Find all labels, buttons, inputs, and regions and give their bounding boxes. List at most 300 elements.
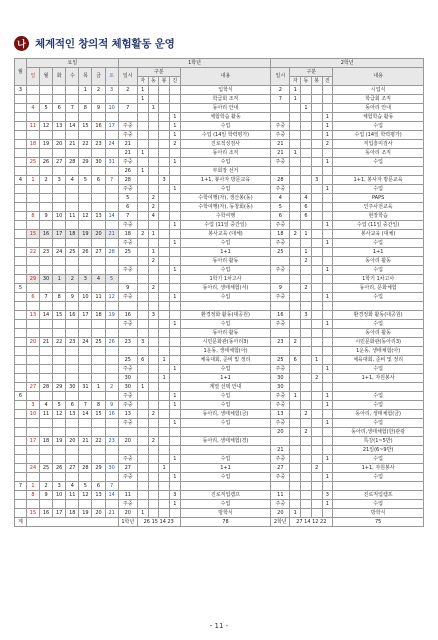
g1-category-cell [137, 419, 148, 428]
g1-category-cell: 3 [148, 311, 159, 320]
calendar-day: 12 [40, 122, 53, 131]
g1-category-cell [169, 275, 180, 284]
g2-category-cell: 2 [301, 410, 312, 419]
calendar-day [79, 257, 92, 266]
g1-category-cell [137, 428, 148, 437]
g2-category-cell [322, 383, 333, 392]
g2-date-cell: 25 [271, 356, 290, 365]
calendar-day: 31 [79, 383, 92, 392]
calendar-day [92, 392, 105, 401]
g2-subcategory: 봉 [311, 77, 322, 86]
month-cell [15, 248, 27, 257]
g1-content-cell: 동아리 안내 [180, 104, 271, 113]
calendar-day: 11 [66, 491, 79, 500]
calendar-day [40, 266, 53, 275]
calendar-day: 18 [26, 140, 39, 149]
month-cell: 4 [15, 176, 27, 185]
calendar-day [66, 500, 79, 509]
schedule-row [15, 140, 424, 149]
calendar-day: 22 [26, 248, 39, 257]
g2-category-cell [301, 167, 312, 176]
calendar-day [26, 86, 39, 95]
schedule-row [15, 410, 424, 419]
g1-date-cell: 25 [118, 248, 137, 257]
g1-content-cell: 수업 [180, 419, 271, 428]
g1-date-cell: 주중 [118, 455, 137, 464]
g1-category-cell [159, 320, 170, 329]
g2-content-cell: 1+1, 자원봉사 [333, 464, 424, 473]
g1-category-cell [137, 464, 148, 473]
g1-category-cell [159, 248, 170, 257]
month-cell [15, 113, 27, 122]
g1-category-cell: 1 [159, 356, 170, 365]
g1-category-cell [159, 131, 170, 140]
g2-category-cell: 1 [322, 131, 333, 140]
g1-content-cell: 1운동, 생태체험(아) [180, 347, 271, 356]
calendar-day [53, 167, 66, 176]
calendar-day [40, 473, 53, 482]
calendar-day [105, 455, 118, 464]
g2-category-cell [311, 437, 322, 446]
g1-category-cell [148, 158, 159, 167]
calendar-day [92, 95, 105, 104]
header-row-2 [15, 68, 424, 77]
g1-category-cell [137, 140, 148, 149]
g2-content-cell: 동아리, 생태체험(금) [333, 410, 424, 419]
calendar-day: 26 [40, 158, 53, 167]
g1-category-cell [148, 500, 159, 509]
g2-category-cell [290, 158, 301, 167]
g2-category-cell [301, 446, 312, 455]
g1-content-cell: 진로적성검사 [180, 140, 271, 149]
g1-content-cell: 동아리, 생태체험(금) [180, 410, 271, 419]
calendar-day [79, 95, 92, 104]
g2-date-cell [271, 302, 290, 311]
calendar-day [26, 455, 39, 464]
calendar-day [40, 167, 53, 176]
calendar-day [53, 329, 66, 338]
schedule-row [15, 122, 424, 131]
calendar-day [79, 320, 92, 329]
g1-category-cell [159, 275, 170, 284]
g1-content-cell [180, 302, 271, 311]
g2-category-cell [290, 113, 301, 122]
g2-category-cell [290, 176, 301, 185]
month-cell: 7 [15, 482, 27, 491]
g1-content-cell: 수업 [180, 293, 271, 302]
g1-category-cell: 2 [148, 410, 159, 419]
g1-content-cell: 시민문화관(동아리3) [180, 338, 271, 347]
g2-content-cell: 1+1 [333, 248, 424, 257]
g1-category-cell [169, 284, 180, 293]
calendar-day [66, 86, 79, 95]
g2-category-cell [311, 185, 322, 194]
calendar-day [66, 194, 79, 203]
g1-category-cell: 3 [159, 176, 170, 185]
calendar-day [66, 365, 79, 374]
g1-date-cell: 27 [118, 464, 137, 473]
g1-category-cell [148, 167, 159, 176]
schedule-row [15, 284, 424, 293]
g1-content-cell: 수업 [180, 392, 271, 401]
g1-category-cell [159, 383, 170, 392]
calendar-day: 6 [26, 293, 39, 302]
g1-content-cell [180, 428, 271, 437]
g1-category-cell [148, 374, 159, 383]
g2-category-cell [290, 311, 301, 320]
calendar-day [105, 194, 118, 203]
g2-category-cell [290, 194, 301, 203]
calendar-day [105, 203, 118, 212]
calendar-day [79, 419, 92, 428]
g2-date-cell: 주중 [271, 473, 290, 482]
month-cell [15, 410, 27, 419]
calendar-day [53, 455, 66, 464]
g1-category-cell [169, 437, 180, 446]
g2-category-cell [311, 320, 322, 329]
g1-content-cell: 부회장 선거 [180, 167, 271, 176]
g2-category-cell [301, 113, 312, 122]
g2-category-cell: 3 [301, 311, 312, 320]
g1-date-cell: 주중 [118, 131, 137, 140]
g1-category-cell [169, 347, 180, 356]
g1-category-cell [159, 122, 170, 131]
calendar-day: 6 [92, 482, 105, 491]
calendar-day: 1 [79, 86, 92, 95]
g2-date-cell [271, 167, 290, 176]
schedule-row [15, 338, 424, 347]
calendar-day [105, 131, 118, 140]
calendar-day: 1 [92, 383, 105, 392]
calendar-day [92, 329, 105, 338]
calendar-day [92, 419, 105, 428]
calendar-day [40, 86, 53, 95]
month-cell [15, 95, 27, 104]
g2-category-cell [311, 509, 322, 518]
g2-content-cell: 1+1, 봉사자 방문교육 [333, 176, 424, 185]
calendar-day [40, 149, 53, 158]
calendar-day [40, 320, 53, 329]
g1-category-cell [148, 356, 159, 365]
calendar-day [105, 320, 118, 329]
g1-date-cell: 주중 [118, 239, 137, 248]
calendar-day: 11 [26, 122, 39, 131]
g2-category-cell [301, 221, 312, 230]
g2-date-cell: 11 [271, 491, 290, 500]
g1-content-cell: 수업 [180, 365, 271, 374]
g1-category-cell [148, 140, 159, 149]
calendar-day [92, 257, 105, 266]
g2-date-cell [271, 347, 290, 356]
g2-date-cell: 27 [271, 464, 290, 473]
day-header: 월 [40, 68, 53, 86]
g1-category-header: 구분 [137, 68, 180, 77]
calendar-day: 13 [53, 122, 66, 131]
g1-category-cell [159, 104, 170, 113]
calendar-day [40, 365, 53, 374]
g1-date-cell: 21 [118, 149, 137, 158]
g1-date-cell: 주중 [118, 500, 137, 509]
calendar-day [92, 320, 105, 329]
calendar-day [92, 446, 105, 455]
g1-category-cell [169, 257, 180, 266]
g1-category-cell [137, 176, 148, 185]
schedule-row [15, 149, 424, 158]
calendar-day [53, 500, 66, 509]
g1-content-cell: 봉사교육 (대체) [180, 230, 271, 239]
calendar-day [40, 347, 53, 356]
g1-category-cell [137, 365, 148, 374]
g1-date-cell: 주중 [118, 473, 137, 482]
g2-category-cell [301, 347, 312, 356]
g2-category-cell [290, 473, 301, 482]
g1-category-cell [137, 392, 148, 401]
g1-category-cell [148, 383, 159, 392]
calendar-day: 5 [40, 104, 53, 113]
month-cell [15, 302, 27, 311]
calendar-day: 29 [53, 383, 66, 392]
g1-category-cell [169, 428, 180, 437]
calendar-day: 19 [40, 140, 53, 149]
g1-category-cell [159, 338, 170, 347]
g2-category-cell [301, 491, 312, 500]
g2-category-cell [311, 446, 322, 455]
calendar-day [40, 500, 53, 509]
g2-category-cell: 1 [322, 455, 333, 464]
g1-category-cell [137, 293, 148, 302]
g2-category-cell [301, 122, 312, 131]
g1-category-cell [159, 266, 170, 275]
g1-date-cell: 2 [118, 86, 137, 95]
g1-category-cell [159, 95, 170, 104]
g1-category-cell [169, 167, 180, 176]
calendar-day [66, 113, 79, 122]
g1-category-cell [169, 248, 180, 257]
calendar-day: 28 [105, 248, 118, 257]
month-cell [15, 509, 27, 518]
calendar-day: 28 [79, 464, 92, 473]
g2-category-cell [301, 149, 312, 158]
calendar-day: 4 [66, 176, 79, 185]
g1-category-cell [137, 257, 148, 266]
g1-category-cell [159, 185, 170, 194]
g2-date-cell [271, 104, 290, 113]
g2-content-cell: 수업 [333, 239, 424, 248]
calendar-day [92, 113, 105, 122]
g2-date-cell: 주중 [271, 131, 290, 140]
calendar-day [26, 392, 39, 401]
calendar-day: 10 [26, 410, 39, 419]
g1-category-cell [169, 104, 180, 113]
g1-category-cell: 1 [169, 122, 180, 131]
g2-category-cell [322, 464, 333, 473]
month-cell [15, 149, 27, 158]
calendar-day: 17 [26, 437, 39, 446]
calendar-day [92, 239, 105, 248]
g2-date-cell [271, 113, 290, 122]
g1-category-cell [137, 284, 148, 293]
g2-category-cell [301, 383, 312, 392]
g2-category-cell [301, 482, 312, 491]
g2-category-header: 구분 [290, 68, 333, 77]
calendar-day: 9 [66, 293, 79, 302]
calendar-day: 4 [92, 275, 105, 284]
calendar-day: 13 [66, 410, 79, 419]
g2-content-cell: 21일(6~9반) [333, 446, 424, 455]
calendar-day: 9 [40, 212, 53, 221]
calendar-day: 28 [66, 158, 79, 167]
grade2-header: 2학년 [271, 59, 424, 68]
g2-category-cell [301, 176, 312, 185]
calendar-day: 8 [79, 104, 92, 113]
calendar-day [40, 455, 53, 464]
schedule-row [15, 176, 424, 185]
calendar-day: 10 [53, 212, 66, 221]
g1-category-cell [159, 428, 170, 437]
g2-category-cell [322, 176, 333, 185]
schedule-row [15, 311, 424, 320]
g2-category-cell: 1 [290, 95, 301, 104]
g2-date-cell: 주중 [271, 365, 290, 374]
calendar-day: 7 [66, 104, 79, 113]
calendar-day: 5 [79, 482, 92, 491]
g1-subcategory: 진 [169, 77, 180, 86]
g1-content-cell: 수업 (14일 학력평가) [180, 131, 271, 140]
g1-category-cell: 1 [169, 455, 180, 464]
calendar-day: 19 [53, 437, 66, 446]
calendar-day [66, 446, 79, 455]
schedule-row [15, 320, 424, 329]
calendar-day [53, 473, 66, 482]
g1-category-cell [169, 464, 180, 473]
calendar-day: 30 [66, 383, 79, 392]
calendar-day: 23 [66, 338, 79, 347]
calendar-day: 19 [105, 311, 118, 320]
calendar-day [53, 221, 66, 230]
g2-date-cell: 30 [271, 383, 290, 392]
schedule-row [15, 113, 424, 122]
g1-category-cell [159, 113, 170, 122]
g2-category-cell [290, 464, 301, 473]
g2-category-cell [301, 320, 312, 329]
schedule-row [15, 464, 424, 473]
g1-subcategory: 자 [137, 77, 148, 86]
g1-date-cell: 30 [118, 374, 137, 383]
g1-content-cell: 진로직업캠프 [180, 491, 271, 500]
month-cell [15, 455, 27, 464]
g2-category-cell [322, 329, 333, 338]
g1-category-cell [148, 455, 159, 464]
calendar-day [40, 113, 53, 122]
g2-content-cell: 동아리,생태체험(한)관광 [333, 428, 424, 437]
calendar-day: 7 [79, 401, 92, 410]
calendar-day: 12 [105, 293, 118, 302]
calendar-day [26, 95, 39, 104]
g1-category-cell: 1 [169, 473, 180, 482]
g2-category-cell [290, 347, 301, 356]
calendar-day [66, 167, 79, 176]
g1-content-header: 내용 [180, 68, 271, 86]
g2-date-cell: 6 [271, 212, 290, 221]
g1-category-cell [148, 293, 159, 302]
g2-category-cell [311, 455, 322, 464]
g2-content-cell: 1운동, 생태체험(아) [333, 347, 424, 356]
g2-category-cell [301, 500, 312, 509]
g1-category-cell [137, 275, 148, 284]
g2-content-cell: 1+1, 자원봉사 [333, 374, 424, 383]
g2-category-cell [290, 284, 301, 293]
g1-category-cell: 1 [159, 374, 170, 383]
g2-category-cell [290, 383, 301, 392]
g1-date-cell: 주중 [118, 158, 137, 167]
calendar-day [26, 428, 39, 437]
calendar-day [105, 428, 118, 437]
calendar-day: 3 [26, 401, 39, 410]
g2-content-cell [333, 383, 424, 392]
calendar-day: 21 [105, 230, 118, 239]
calendar-day [92, 302, 105, 311]
calendar-day: 27 [92, 248, 105, 257]
g2-subcategory: 동 [301, 77, 312, 86]
calendar-day [79, 221, 92, 230]
g2-category-cell: 1 [322, 401, 333, 410]
calendar-day [105, 419, 118, 428]
g1-category-cell [137, 122, 148, 131]
calendar-day: 20 [53, 140, 66, 149]
g2-category-cell [301, 158, 312, 167]
month-cell [15, 365, 27, 374]
month-cell [15, 437, 27, 446]
schedule-row [15, 221, 424, 230]
g2-category-cell: 2 [311, 464, 322, 473]
g2-content-cell: 수업 [333, 122, 424, 131]
g1-category-cell [159, 230, 170, 239]
g2-category-cell [290, 131, 301, 140]
g2-category-cell [311, 365, 322, 374]
section-title: 체계적인 창의적 체험활동 운영 [35, 37, 175, 50]
calendar-day [105, 329, 118, 338]
g2-content-cell: 수업 [333, 293, 424, 302]
g2-content-cell: 수업 [333, 473, 424, 482]
g2-date-cell: 21 [271, 446, 290, 455]
calendar-day [105, 185, 118, 194]
g2-category-cell [322, 482, 333, 491]
schedule-row [15, 266, 424, 275]
g2-category-cell [311, 266, 322, 275]
g2-content-cell [333, 482, 424, 491]
g1-category-cell [148, 266, 159, 275]
g1-category-cell [148, 176, 159, 185]
g1-category-cell: 1 [137, 86, 148, 95]
g1-category-cell [137, 455, 148, 464]
calendar-day [92, 500, 105, 509]
g1-content-cell: 입학식 [180, 86, 271, 95]
g1-date-cell [118, 428, 137, 437]
month-cell [15, 257, 27, 266]
g1-category-cell [159, 194, 170, 203]
calendar-day [79, 113, 92, 122]
calendar-day: 4 [66, 482, 79, 491]
calendar-day: 26 [53, 464, 66, 473]
g2-content-cell: 봉사교육 (대체) [333, 230, 424, 239]
g1-category-cell: 1 [169, 239, 180, 248]
g1-category-cell [137, 212, 148, 221]
calendar-day [26, 266, 39, 275]
g1-category-cell: 1 [169, 221, 180, 230]
g1-category-cell [169, 95, 180, 104]
calendar-day [26, 131, 39, 140]
g2-category-cell: 1 [311, 356, 322, 365]
